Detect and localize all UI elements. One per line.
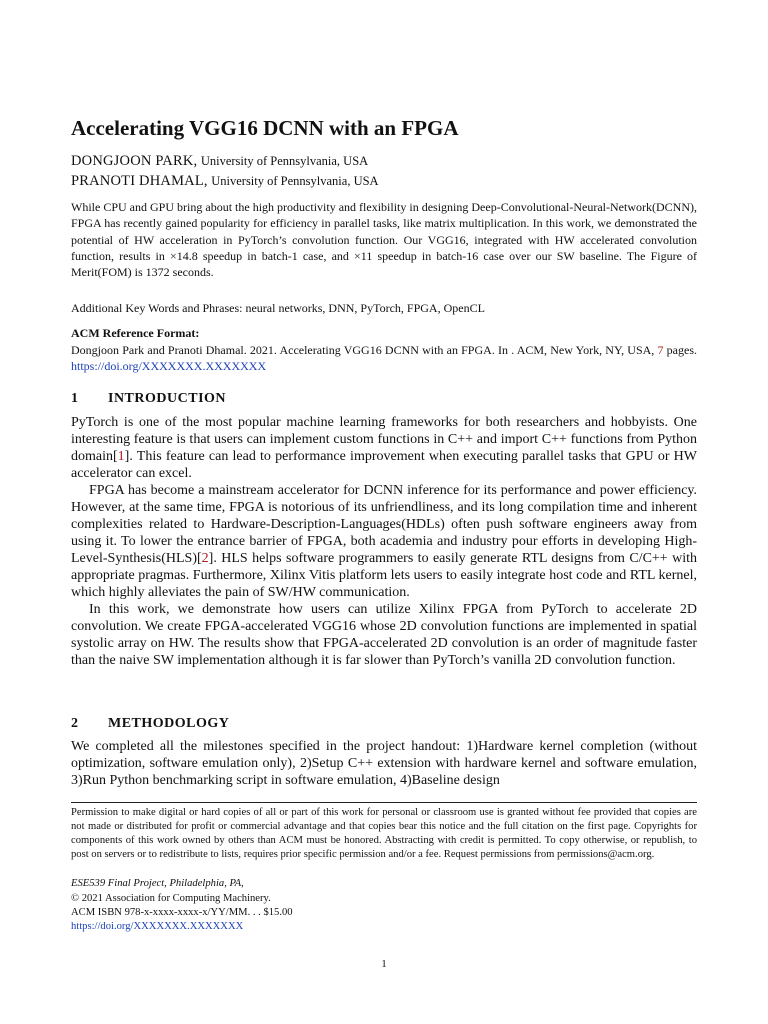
section-heading-methodology: [71, 716, 229, 732]
section-number: 2: [71, 716, 79, 731]
paragraph: We completed all the milestones specified in the project handout: 1)Hardware kernel completion (without optimization, software emulation only), 2)Setup C++ extension with hardware kernel and software emulation, 3)Run Python benchmarking script in software emulation, 4)Baseline design: [71, 739, 697, 788]
footnote-doi-link[interactable]: https://doi.org/XXXXXXX.XXXXXXX: [71, 921, 244, 932]
text-run: FPGA has become a mainstream accelerator for DCNN inference for its performance and power efficiency. However, at the same time, FPGA is notorious of its unfriendliness, and its long compilation time and inherent complexities related to Hardware-Description-Languages(HDLs) often push software engineers away from using it. To lower the entrance barrier of FPGA, both academia and industry pour efforts in developing High-Level-Synthesis(HLS)[: [71, 483, 697, 566]
page-count-link[interactable]: 7: [657, 343, 664, 357]
permission-notice: Permission to make digital or hard copies of all or part of this work for personal or classroom use is granted without fee provided that copies are not made or distributed for profit or commercial advantage and that copies bear this notice and the full citation on the first page. Copyrights for components of this work owned by others than ACM must be honored. Abstracting with credit is permitted. To copy otherwise, or republish, to post on servers or to redistribute to lists, requires prior specific permission and/or a fee. Request permissions from permissions@acm.org.: [71, 807, 697, 860]
footnote-divider: [71, 802, 697, 803]
author-affiliation: University of Pennsylvania, USA: [211, 174, 379, 188]
text-run: ]. HLS helps software programmers to easily generate RTL designs from C/C++ with appropriate pragmas. Furthermore, Xilinx Vitis platform lets users to easily integrate host code and RTL kernel, which highly alleviates the pain of SW/HW communication.: [71, 551, 697, 600]
acm-reference-heading: ACM Reference Format:: [71, 326, 200, 340]
introduction-body: [71, 414, 697, 669]
citation-link[interactable]: 2: [201, 551, 209, 566]
section-heading-introduction: [71, 391, 226, 407]
author-name: DONGJOON PARK,: [71, 153, 198, 169]
paragraph: [71, 482, 697, 601]
citation-link[interactable]: 1: [117, 449, 125, 464]
abstract: While CPU and GPU bring about the high productivity and flexibility in designing Deep-Convolutional-Neural-Network(DCNN), FPGA has recently gained popularity for efficiency in parallel tasks, like matrix multiplication. In this work, we demonstrated the potential of HW acceleration in PyTorch’s convolution function. Our VGG16, integrated with HW accelerated convolution function, results in ×14.8 speedup in batch-1 case, and ×11 speedup in batch-16 case over our SW baseline. The Figure of Merit(FOM) is 1372 seconds.: [71, 200, 697, 280]
isbn-line: ACM ISBN 978-x-xxxx-xxxx-x/YY/MM. . . $15.00: [71, 907, 293, 918]
keywords: Additional Key Words and Phrases: neural networks, DNN, PyTorch, FPGA, OpenCL: [71, 301, 485, 315]
author-affiliation: University of Pennsylvania, USA: [200, 154, 369, 168]
section-title: INTRODUCTION: [108, 391, 227, 406]
paper-title: Accelerating VGG16 DCNN with an FPGA: [71, 116, 459, 140]
methodology-body: [71, 738, 697, 789]
author-2: [71, 173, 379, 190]
doi-link[interactable]: https://doi.org/XXXXXXX.XXXXXXX: [71, 359, 267, 374]
text-run: PyTorch is one of the most popular machine learning frameworks for both researchers and hobbyists. One interesting feature is that users can implement custom functions in C++ and import C++ functions from Python domain[: [71, 415, 697, 464]
venue-line: ESE539 Final Project, Philadelphia, PA,: [71, 878, 244, 889]
page-number: 1: [381, 958, 387, 970]
acm-reference-pages: pages.: [663, 343, 697, 357]
section-number: 1: [71, 391, 79, 406]
text-run: ]. This feature can lead to performance improvement when executing parallel tasks that GPU or HW accelerator can excel.: [71, 449, 697, 481]
paragraph: [71, 414, 697, 482]
acm-reference-text: [71, 342, 697, 375]
author-1: [71, 153, 368, 170]
acm-reference-body: Dongjoon Park and Pranoti Dhamal. 2021. Accelerating VGG16 DCNN with an FPGA. In . ACM, New York, NY, USA,: [71, 343, 658, 357]
author-name: PRANOTI DHAMAL,: [71, 173, 208, 189]
section-title: METHODOLOGY: [108, 716, 230, 731]
paragraph: In this work, we demonstrate how users can utilize Xilinx FPGA from PyTorch to accelerate 2D convolution. We create FPGA-accelerated VGG16 whose 2D convolution functions are implemented in spatial systolic array on HW. The results show that FPGA-accelerated 2D convolution is an order of magnitude faster than the naive SW implementation although it is far slower than PyTorch’s vanilla 2D convolution function.: [71, 602, 697, 668]
copyright-line: © 2021 Association for Computing Machinery.: [71, 893, 271, 904]
